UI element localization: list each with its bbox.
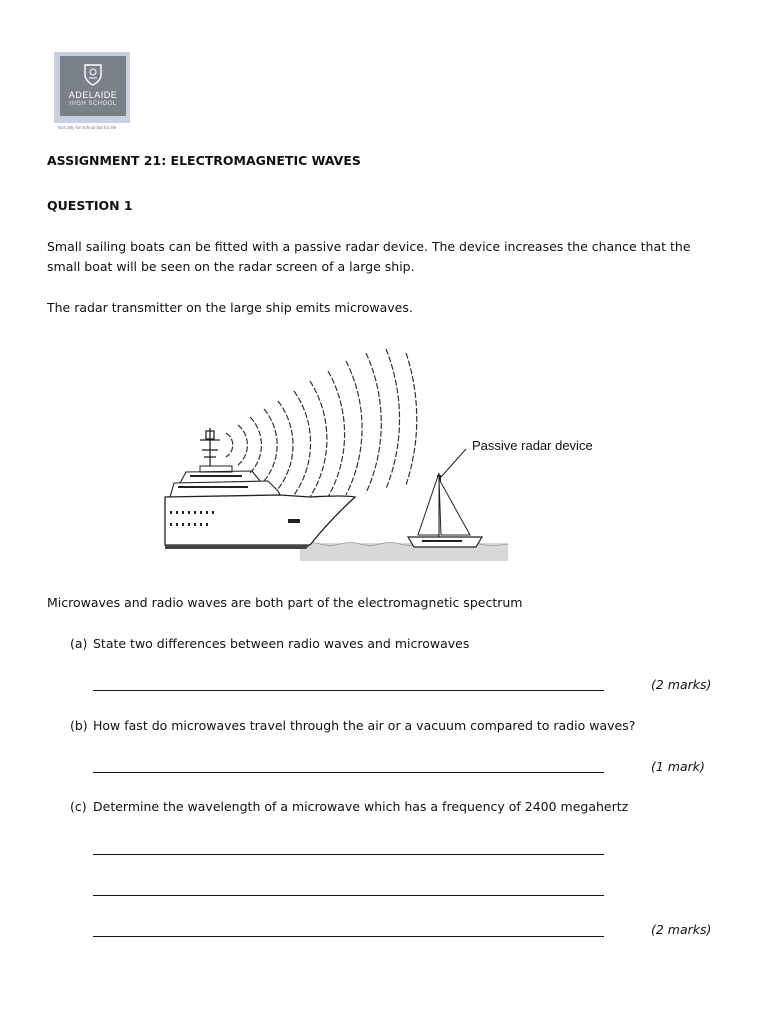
part-c-label: (c) <box>70 799 87 814</box>
part-b-label: (b) <box>70 718 88 733</box>
ship-hull <box>165 495 355 545</box>
intro-paragraph: Small sailing boats can be fitted with a passive radar device. The device increases the chance that the small boat will be seen on the radar screen of a large ship. <box>47 239 691 274</box>
ship-mast <box>200 428 220 466</box>
part-c-answer-line-2[interactable] <box>93 895 604 896</box>
device-pointer <box>441 449 466 477</box>
part-c-answer-line-3[interactable] <box>93 936 604 937</box>
logo-school-name: ADELAIDE <box>68 90 118 100</box>
logo-tagline: Not only for school but for life <box>58 125 117 130</box>
part-a-answer-line[interactable] <box>93 690 604 691</box>
part-c-marks: (2 marks) <box>651 922 712 937</box>
part-a-label: (a) <box>70 636 88 651</box>
part-b-answer-line[interactable] <box>93 772 604 773</box>
part-b-marks: (1 mark) <box>651 759 705 774</box>
transmitter-text: The radar transmitter on the large ship emits microwaves. <box>47 300 413 315</box>
part-b-question: How fast do microwaves travel through the air or a vacuum compared to radio waves? <box>93 718 636 733</box>
ship-and-boat-illustration <box>160 345 610 565</box>
question-title: QUESTION 1 <box>47 198 133 213</box>
spectrum-text: Microwaves and radio waves are both part of the electromagnetic spectrum <box>47 595 523 610</box>
crest-icon <box>83 63 103 87</box>
part-a-question: State two differences between radio waves and microwaves <box>93 636 470 651</box>
ship-waterline <box>165 545 310 549</box>
assignment-heading: ASSIGNMENT 21: ELECTROMAGNETIC WAVES <box>47 153 361 168</box>
device-label: Passive radar device <box>472 438 593 453</box>
radar-figure <box>160 345 610 565</box>
part-c-question: Determine the wavelength of a microwave which has a frequency of 2400 megahertz <box>93 799 629 814</box>
part-c-answer-line-1[interactable] <box>93 854 604 855</box>
part-a-marks: (2 marks) <box>651 677 712 692</box>
sailing-boat <box>408 473 482 547</box>
logo-school-sub: HIGH SCHOOL <box>69 101 117 107</box>
